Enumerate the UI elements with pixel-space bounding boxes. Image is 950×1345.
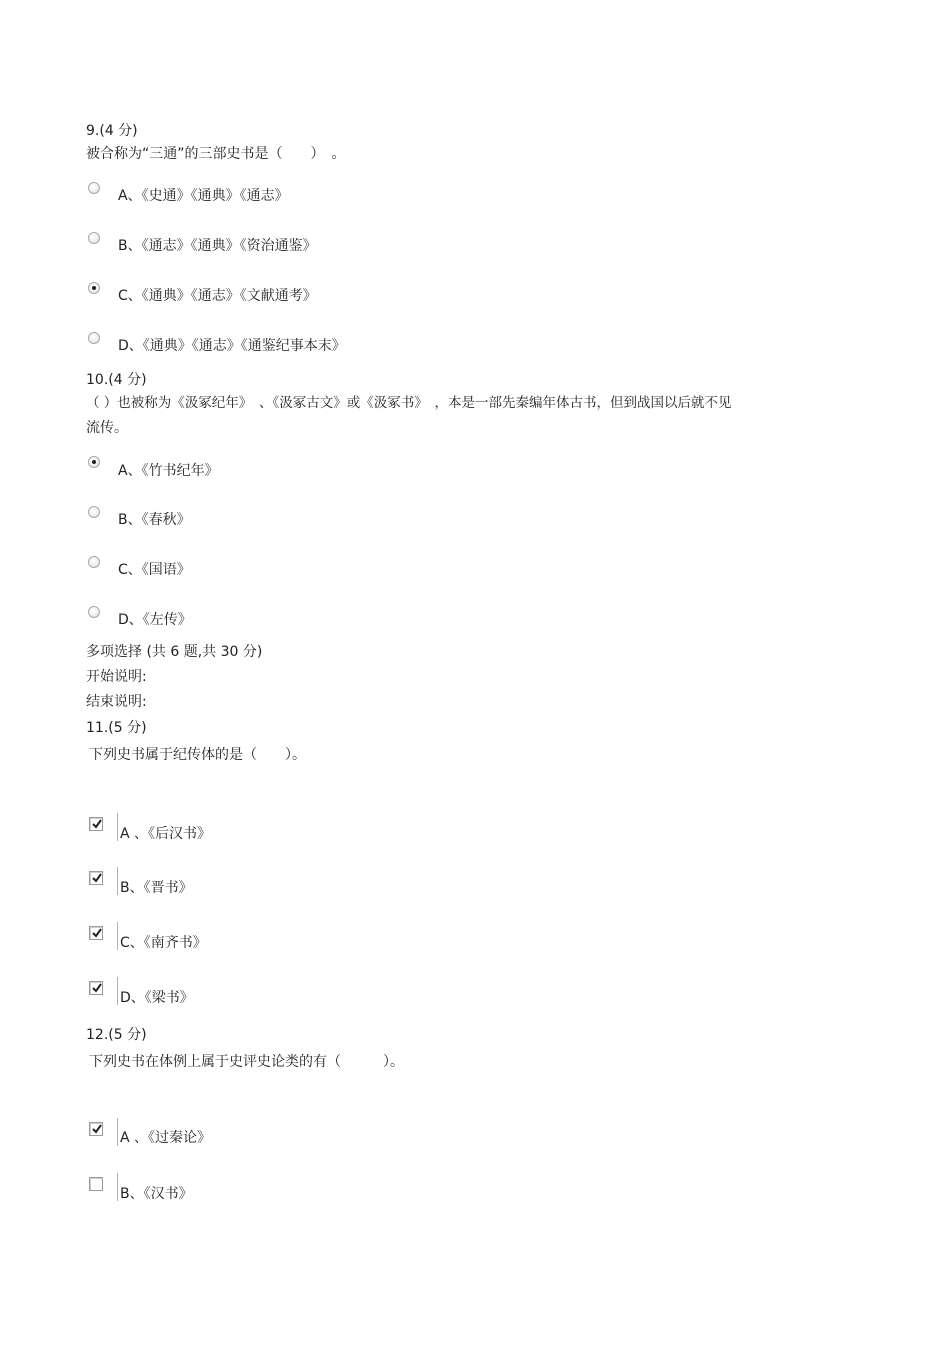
question-10-stem-line2: 流传。 xyxy=(86,420,128,436)
q10-option-a-label: A、《竹书纪年》 xyxy=(118,463,219,479)
q11-option-b-checkbox[interactable] xyxy=(89,871,103,885)
q10-option-c-label: C、《国语》 xyxy=(118,562,191,578)
q12-option-a-checkbox[interactable] xyxy=(89,1122,103,1136)
question-11-stem: 下列史书属于纪传体的是（ ）。 xyxy=(89,747,306,763)
q10-option-d-radio[interactable] xyxy=(88,606,100,618)
checkmark-icon xyxy=(91,818,103,830)
q11-option-d-label: D、《梁书》 xyxy=(120,990,194,1006)
q11-option-a-divider xyxy=(117,813,118,841)
q11-option-b-divider xyxy=(117,867,118,895)
question-9-stem: 被合称为“三通”的三部史书是（ ） 。 xyxy=(86,146,346,162)
q10-option-d-label: D、《左传》 xyxy=(118,612,192,628)
checkmark-icon xyxy=(91,872,103,884)
q11-option-c-label: C、《南齐书》 xyxy=(120,935,207,951)
q12-option-b-checkbox[interactable] xyxy=(89,1177,103,1191)
question-11-number: 11.(5 分) xyxy=(86,720,147,736)
checkmark-icon xyxy=(91,927,103,939)
question-12-number: 12.(5 分) xyxy=(86,1027,147,1043)
q9-option-b-label: B、《通志》《通典》《资治通鉴》 xyxy=(118,238,317,254)
q9-option-c-radio[interactable] xyxy=(88,282,100,294)
question-10-stem-line1: （ ）也被称为《汲冢纪年》 、《汲冢古文》或《汲冢书》 ，本是一部先秦编年体古书，但到战国以后就不见 xyxy=(86,395,732,411)
checkmark-icon xyxy=(91,1123,103,1135)
question-12-stem: 下列史书在体例上属于史评史论类的有（ ）。 xyxy=(89,1054,404,1070)
q11-option-d-checkbox[interactable] xyxy=(89,981,103,995)
q9-option-b-radio[interactable] xyxy=(88,232,100,244)
q11-option-a-label: A 、《后汉书》 xyxy=(120,826,212,842)
q12-option-a-divider xyxy=(117,1118,118,1146)
question-10-number: 10.(4 分) xyxy=(86,372,147,388)
section-end-note: 结束说明: xyxy=(86,694,147,710)
q11-option-a-checkbox[interactable] xyxy=(89,817,103,831)
q12-option-a-label: A 、《过秦论》 xyxy=(120,1130,212,1146)
q10-option-b-label: B、《春秋》 xyxy=(118,512,191,528)
q11-option-c-divider xyxy=(117,922,118,950)
q12-option-b-divider xyxy=(117,1173,118,1201)
section-title: 多项选择 (共 6 题,共 30 分) xyxy=(86,644,263,660)
q11-option-b-label: B、《晋书》 xyxy=(120,880,193,896)
q12-option-b-label: B、《汉书》 xyxy=(120,1186,193,1202)
q11-option-c-checkbox[interactable] xyxy=(89,926,103,940)
q10-option-b-radio[interactable] xyxy=(88,506,100,518)
q9-option-c-label: C、《通典》《通志》《文献通考》 xyxy=(118,288,317,304)
q9-option-d-radio[interactable] xyxy=(88,332,100,344)
q9-option-d-label: D、《通典》《通志》《通鉴纪事本末》 xyxy=(118,338,346,354)
q11-option-d-divider xyxy=(117,977,118,1005)
q10-option-c-radio[interactable] xyxy=(88,556,100,568)
q9-option-a-radio[interactable] xyxy=(88,182,100,194)
section-start-note: 开始说明: xyxy=(86,669,147,685)
checkmark-icon xyxy=(91,982,103,994)
q9-option-a-label: A、《史通》《通典》《通志》 xyxy=(118,188,289,204)
question-9-number: 9.(4 分) xyxy=(86,123,138,139)
q10-option-a-radio[interactable] xyxy=(88,456,100,468)
